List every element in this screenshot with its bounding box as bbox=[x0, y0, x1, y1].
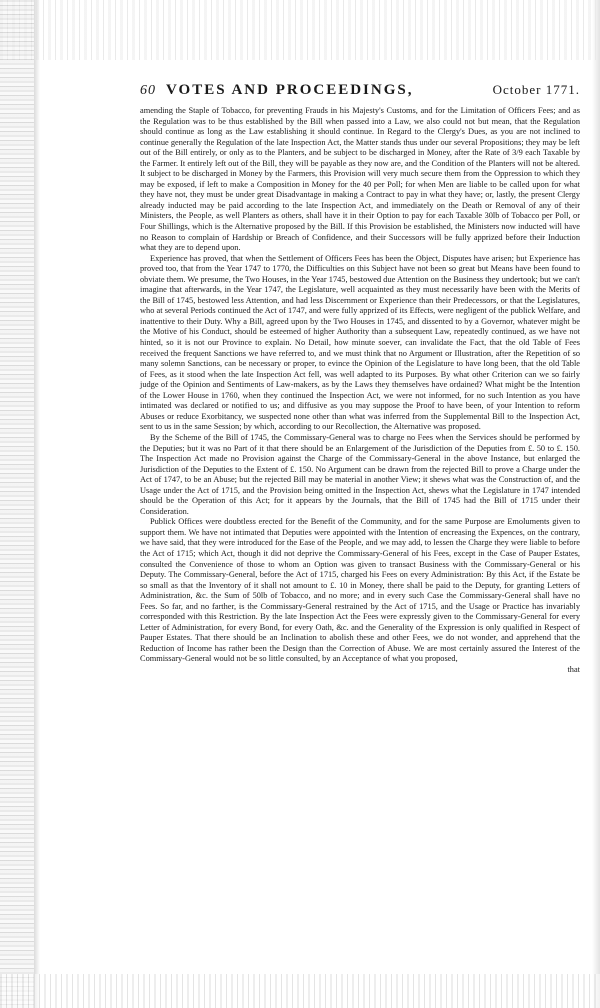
paragraph: Experience has proved, that when the Settlement of Officers Fees has been the Object, Disputes have arisen; but Experience has proved too, that from the Year 1747 to 1770, the Difficulties on this Subject have not been so great but Means have been found to obviate them. We presume, the Two Houses, in the Year 1745, bestowed due Attention on the Business they undertook; but we can't imagine that afterwards, in the Year 1747, the Legislature, well acquainted as they must necessarily have been with the Merits of the Bill of 1745, bestowed less Attention, and had less Discernment or Experience than their Predecessors, or that the Legislatures, who at several Periods continued the Act of 1747, and were fully apprized of its Effects, were negligent of the publick Welfare, and inattentive to their Duty. Why a Bill, agreed upon by the Two Houses in 1745, and dissented to by a Governor, whatever might be the Motive of his Conduct, should be esteemed of higher Authority than a subsequent Law, repeatedly continued, as we have not hinted, so it is not our Province to explain. No Detail, how minute soever, can invalidate the Fact, that the old Table of Fees received the frequent Sanctions we have referred to, and we must think that no Argument or Illustration, after the Repetition of so many solemn Sanctions, can be necessary or proper, to evince the Opinion of the Legislature to have long been, that the old Table of Fees, as it stood when the late Inspection Act fell, was well adapted to its Purposes. By what other Criterion can we so fairly judge of the Opinion and Sentiments of Law-makers, as by the Laws they themselves have ordained? What might be the Intention of the Lower House in 1760, when they continued the Inspection Act, we were not informed, for no such Intention as you have intimated was declared or notified to us; and diffusive as you may suppose the Proof to have been, of your Intention to reform Abuses or reduce Exorbitancy, we suspected none other than what was inferred from the Supplemental Bill to the Inspection Act, sent to us in the same Session; by which, according to our Recollection, the Alternative was proposed. bbox=[140, 253, 580, 432]
scan-binding-edge bbox=[0, 0, 34, 1008]
scan-binding-shadow bbox=[34, 0, 40, 1008]
paragraph: Publick Offices were doubtless erected for the Benefit of the Community, and for the same Purpose are Emoluments given to support them. We have not intimated that Deputies were appointed with the Intention of encreasing the Expences, on the contrary, we have said, that they were introduced for the Ease of the People, and we may add, to lessen the Charge they were liable to before the Act of 1715; which Act, though it did not deprive the Commissary-General of his Fees, except in the Case of Pauper Estates, consulted the Convenience of those to whom an Option was given to transact Business with the Commissary-General or his Deputy. The Commissary-General, before the Act of 1715, charged his Fees on every Administration: By this Act, if the Estate be so small as that the Inventory of it shall not amount to £. 10 in Money, there shall be paid to the Deputy, for granting Letters of Administration, &c. the Sum of 50lb of Tobacco, and no more; and in every such Case the Commissary-General shall have no Fees. So far, and no farther, is the Commissary-General restrained by the Act of 1715, and the Usage or Practice has invariably corresponded with this Restriction. By the late Inspection Act the Fees were expressly given to the Commissary-General for every Letter of Administration, for every Bond, for every Oath, &c. and the Generality of the Expression is only qualified in Respect of Pauper Estates. That there should be an Inclination to abolish these and other Fees, we do not wonder, and apprehend that the Reduction of Income has rather been the Design than the Correction of Abuse. We are most certainly assured the Interest of the Commissary-General would not be so little consulted, by an Acceptance of what you proposed, bbox=[140, 517, 580, 664]
body-text bbox=[140, 106, 580, 665]
paragraph: amending the Staple of Tobacco, for preventing Frauds in his Majesty's Customs, and for the Limitation of Officers Fees; and as the Regulation was to be thus established by the Bill when passed into a Law, we also could not but mean, that the Regulation should continue as long as the Law establishing it should continue. In Regard to the Clergy's Dues, as you are not inclined to continue generally the Regulation of the late Inspection Act, the Matter stands thus under our several Propositions; they may be left out of the Bill entirely, or only as to the Planters, and be subject to be discharged in Money, after the Rate of 3/9 each Taxable by the Farmer. It entirely left out of the Bill, they will be payable as they now are, and the Condition of the Planters will not be altered. It subject to be discharged in Money by the Farmers, this Provision will very much secure them from the Oppression to which they may be exposed, if left to make a Composition in Money for the 40 per Poll; for when Men are liable to be called upon for what they have not, they must be under great Disadvantage in making a Contract to pay in what they have; or, lastly, the present Clergy already inducted may be paid according to the late Inspection Act, and immediately on the Death or Removal of any of their Ministers, the People, as well Planters as others, shall have it in their Option to pay for each Taxable 30lb of Tobacco per Poll, or Four Shillings, which is the Alternative proposed by the Bill. If this Provision be established, the Ministers now inducted will have no Reason to complain of Hardship or Breach of Confidence, and their Successors will be fully apprized before their Induction what they are to depend upon. bbox=[140, 106, 580, 253]
catchword: that bbox=[567, 664, 580, 674]
running-header bbox=[140, 82, 580, 99]
header-date: October 1771. bbox=[492, 82, 580, 97]
scan-top-edge bbox=[0, 0, 600, 60]
scan-right-edge bbox=[592, 0, 600, 1008]
page-number: 60 bbox=[140, 83, 156, 98]
paragraph: By the Scheme of the Bill of 1745, the Commissary-General was to charge no Fees when the Services should be performed by the Deputies; but it was no Part of it that there should be an Enlargement of the Jurisdiction of the Deputies from £. 50 to £. 150. The Inspection Act made no Provision against the Charge of the Commissary-General in the above Instance, but enlarged the Jurisdiction of the Deputies to the Extent of £. 150. No Argument can be drawn from the rejected Bill to prove a Charge under the Act of 1747, to be an Abuse; but the rejected Bill may be material in another View; it shews what was the Construction of, and the Usage under the Act of 1715, and the Provision being omitted in the Inspection Act, shews what the Legislature in 1747 intended should be the Operation of this Act; for it appears by the Journals, that the Bill of 1745 had the Bill of 1715 under their Consideration. bbox=[140, 432, 580, 516]
document-page bbox=[140, 82, 580, 982]
page-title: VOTES AND PROCEEDINGS, bbox=[166, 82, 414, 98]
